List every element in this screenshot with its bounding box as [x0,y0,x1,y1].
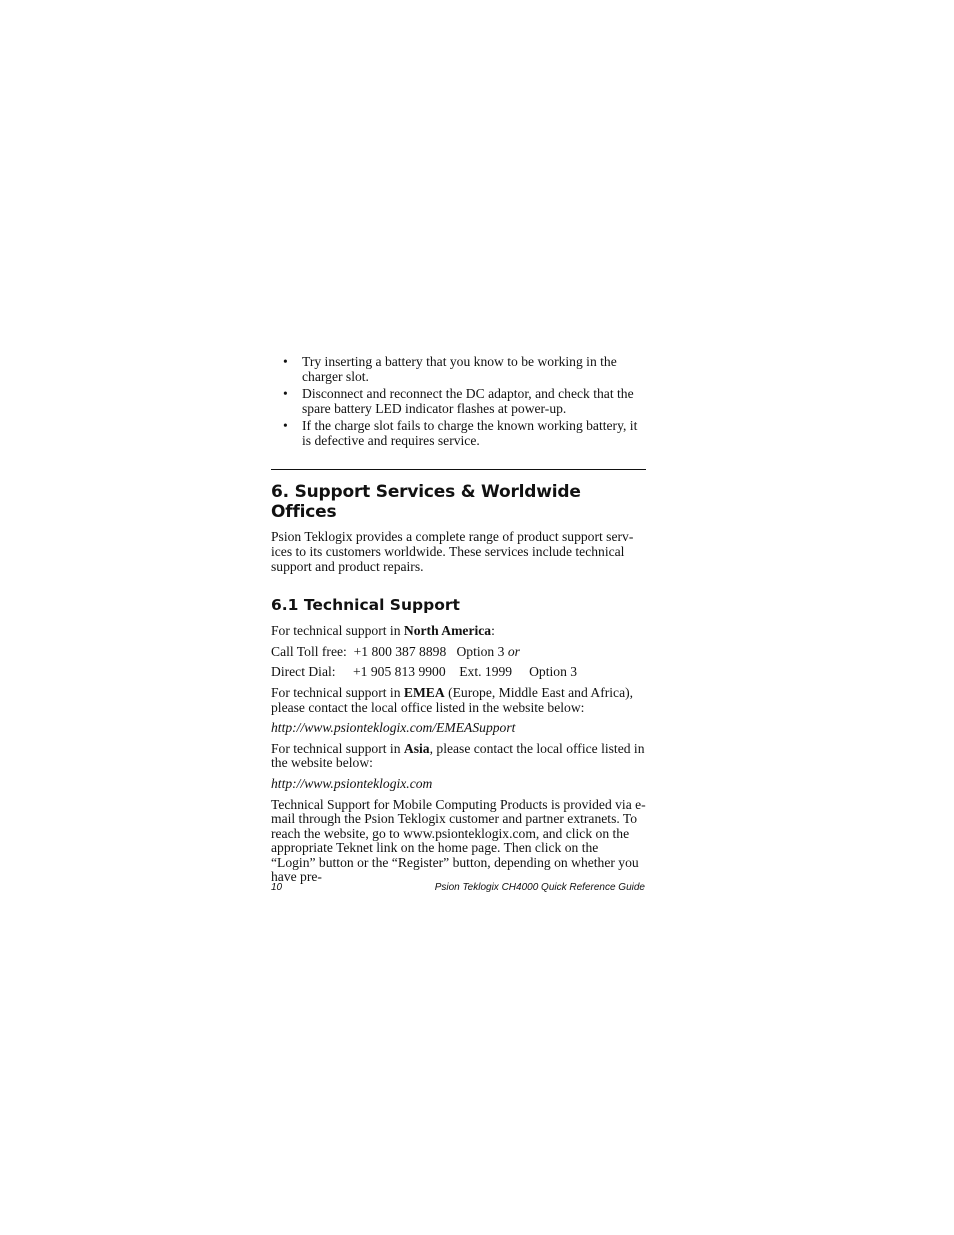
toll-free-number: +1 800 387 8898 [353,643,447,659]
bullet-dot: • [283,354,288,369]
toll-free-line [271,645,646,660]
direct-dial-label: Direct Dial: [271,664,336,680]
bullet-text: Try inserting a battery that you know to be working in the charger slot. [302,354,617,384]
bullet-dot: • [283,418,288,434]
direct-dial-option: Option 3 [529,664,578,680]
section-intro-paragraph: Psion Teklogix provides a complete range of product support serv-ices to its customers worldwide. These services include technical support and product repairs. [271,529,634,574]
toll-free-or: or [507,643,520,659]
na-region: North America [403,623,492,639]
na-prefix: For technical support in [271,623,404,639]
toll-free-label: Call Toll free: [271,643,347,659]
direct-dial-number: +1 905 813 9900 [353,664,446,680]
north-america-paragraph [271,624,646,639]
bullet-text: Disconnect and reconnect the DC adaptor, and check that the spare battery LED indicator flashes at power-up. [302,386,634,416]
guide-title: Psion Teklogix CH4000 Quick Reference Guide [434,882,645,893]
asia-region: Asia [403,740,430,756]
bullet-item [271,419,646,448]
emea-suffix: (Europe, Middle East and Africa), please contact the local office listed in the website below: [271,684,634,715]
na-suffix: : [491,623,495,639]
troubleshooting-bullet-list [271,355,646,448]
bullet-item [271,387,646,416]
asia-paragraph [271,742,646,771]
mobile-computing-paragraph: Technical Support for Mobile Computing Products is provided via e-mail through the Psion Teklogix customer and partner extranets. To reach the website, go to www.psionteklogix.com, and click on the appropriate Teknet link on the home page. Then click on the “Login” button or the “Register” button, depending on whether you have pre- [271,796,646,885]
direct-dial-ext: Ext. 1999 [459,664,513,680]
bullet-text: If the charge slot fails to charge the known working battery, it is defective and requires service. [302,418,638,448]
toll-free-option: Option 3 [456,643,505,659]
direct-dial-line [271,665,646,680]
section-title: 6. Support Services & Worldwide Offices [271,482,581,523]
bullet-item [271,355,646,384]
bullet-dot: • [283,386,288,402]
asia-suffix: , please contact the local office listed in the website below: [271,740,645,771]
page-number: 10 [271,882,283,893]
emea-prefix: For technical support in [271,684,404,700]
emea-support-link[interactable]: http://www.psionteklogix.com/EMEASupport [271,720,516,736]
page-content [271,355,646,885]
emea-region: EMEA [403,684,445,700]
subsection-title: 6.1 Technical Support [271,596,460,615]
asia-prefix: For technical support in [271,740,404,756]
section-divider [271,469,646,470]
asia-support-link[interactable]: http://www.psionteklogix.com [271,775,433,791]
emea-paragraph [271,686,646,715]
